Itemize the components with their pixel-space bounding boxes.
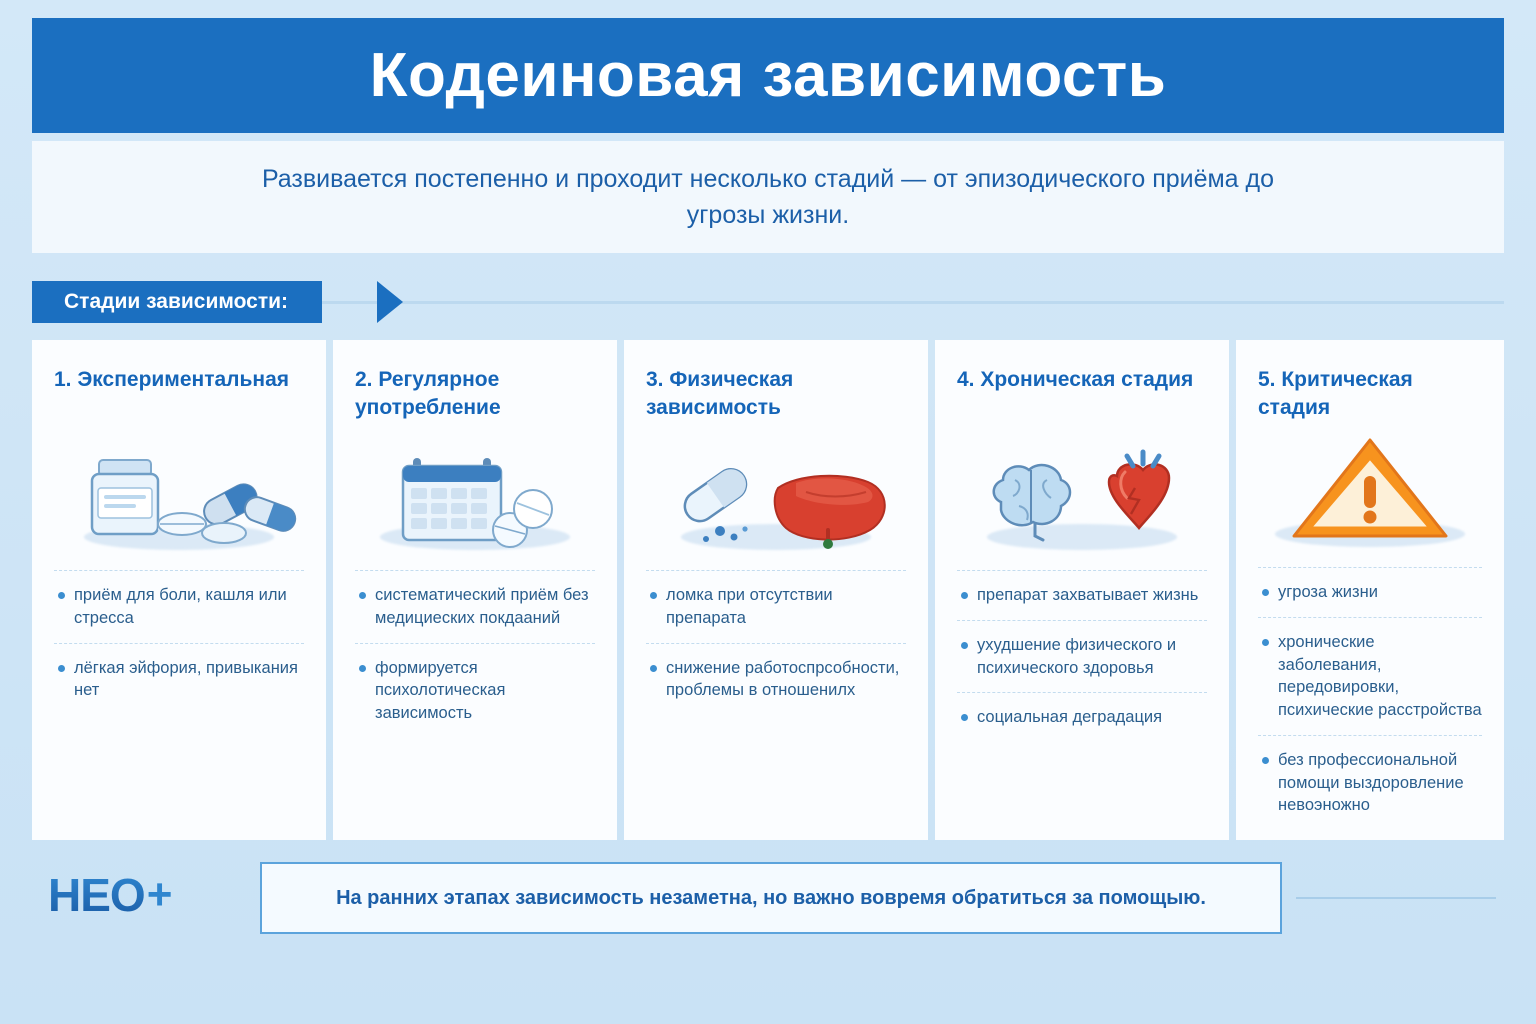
list-item (957, 692, 1207, 742)
bullet-text: лёгкая эйфория, привыкания нет (74, 658, 298, 700)
stage-card-1-bullets (54, 570, 304, 715)
warning-triangle-icon (1270, 428, 1470, 553)
bullet-text: формируется психолотическая зависимость (375, 658, 506, 723)
list-item (1258, 735, 1482, 830)
list-item (54, 570, 304, 643)
list-item (646, 570, 906, 643)
capsule-liver-icon (646, 436, 906, 556)
pill-bottle-icon (54, 436, 304, 556)
section-header (32, 281, 1504, 323)
bullet-text: снижение работоспрсобности, проблемы в отношенилх (666, 658, 900, 700)
stage-card-1-title: 1. Экспериментальная (54, 368, 290, 391)
stage-card-5 (1236, 340, 1504, 840)
bullet-text: без профессиональной помощи выздоровление невоэножно (1278, 750, 1464, 815)
stage-card-2-art (355, 428, 595, 556)
bullet-dot-icon (1262, 757, 1269, 764)
stage-card-4-title: 4. Хроническая стадия (957, 368, 1194, 391)
list-item (957, 620, 1207, 693)
subtitle-text: Развивается постепенно и проходит несколько стадий — от эпизодического приёма до угрозы жизни. (261, 164, 1275, 229)
stage-card-2 (333, 340, 617, 840)
bullet-dot-icon (961, 592, 968, 599)
stage-card-5-bullets (1258, 567, 1482, 830)
list-item (355, 643, 595, 738)
stage-cards (32, 340, 1504, 840)
brain-heart-icon (957, 436, 1207, 556)
stage-card-1 (32, 340, 326, 840)
bullet-dot-icon (359, 592, 366, 599)
stage-card-1-art (54, 428, 304, 556)
footer-note (260, 862, 1282, 934)
logo-plus-icon: + (146, 870, 173, 919)
stage-card-2-bullets (355, 570, 595, 738)
list-item (1258, 617, 1482, 735)
stage-card-5-title: 5. Критическая стадия (1258, 368, 1413, 420)
page-title: Кодеиновая зависимость (369, 40, 1167, 110)
bullet-dot-icon (961, 642, 968, 649)
stage-card-4-art (957, 428, 1207, 556)
bullet-dot-icon (58, 665, 65, 672)
stage-card-3 (624, 340, 928, 840)
stage-card-4-bullets (957, 570, 1207, 742)
list-item (957, 570, 1207, 620)
bullet-text: приём для боли, кашля или стресса (74, 586, 287, 627)
bullet-text: угроза жизни (1278, 583, 1378, 601)
header-banner (32, 18, 1504, 133)
stage-card-3-art (646, 428, 906, 556)
stage-card-5-art (1258, 428, 1482, 553)
bullet-dot-icon (650, 592, 657, 599)
bullet-text: ухудшение физического и психического здоровья (977, 635, 1177, 677)
bullet-dot-icon (650, 665, 657, 672)
bullet-text: систематический приём без медициеских покдааний (375, 586, 589, 627)
section-tab-arrow-icon (377, 281, 403, 323)
bullet-dot-icon (1262, 589, 1269, 596)
list-item (355, 570, 595, 643)
bullet-text: ломка при отсутствии препарата (666, 586, 833, 627)
bullet-dot-icon (58, 592, 65, 599)
list-item (54, 643, 304, 716)
stage-card-4 (935, 340, 1229, 840)
bullet-dot-icon (359, 665, 366, 672)
calendar-pills-icon (355, 436, 595, 556)
stage-card-3-title: 3. Физическая зависимость (646, 368, 794, 420)
section-tab-label-wrap (32, 281, 322, 323)
logo-text: НЕО (48, 869, 145, 921)
brand-logo (48, 866, 243, 924)
bullet-dot-icon (961, 714, 968, 721)
bullet-dot-icon (1262, 639, 1269, 646)
footer-note-text: На ранних этапах зависимость незаметна, но важно вовремя обратиться за помощыю. (336, 886, 1206, 909)
footer-decor-line (1296, 897, 1496, 899)
stage-card-2-title: 2. Регулярное употребление (355, 368, 501, 420)
list-item (1258, 567, 1482, 617)
bullet-text: хронические заболевания, передовировки, психические расстройства (1278, 632, 1482, 720)
stage-card-3-bullets (646, 570, 906, 715)
subtitle-band (32, 141, 1504, 253)
bullet-text: препарат захватывает жизнь (977, 586, 1199, 604)
section-tab-label: Стадии зависимости: (64, 290, 289, 313)
list-item (646, 643, 906, 716)
bullet-text: социальная деградация (977, 708, 1163, 727)
